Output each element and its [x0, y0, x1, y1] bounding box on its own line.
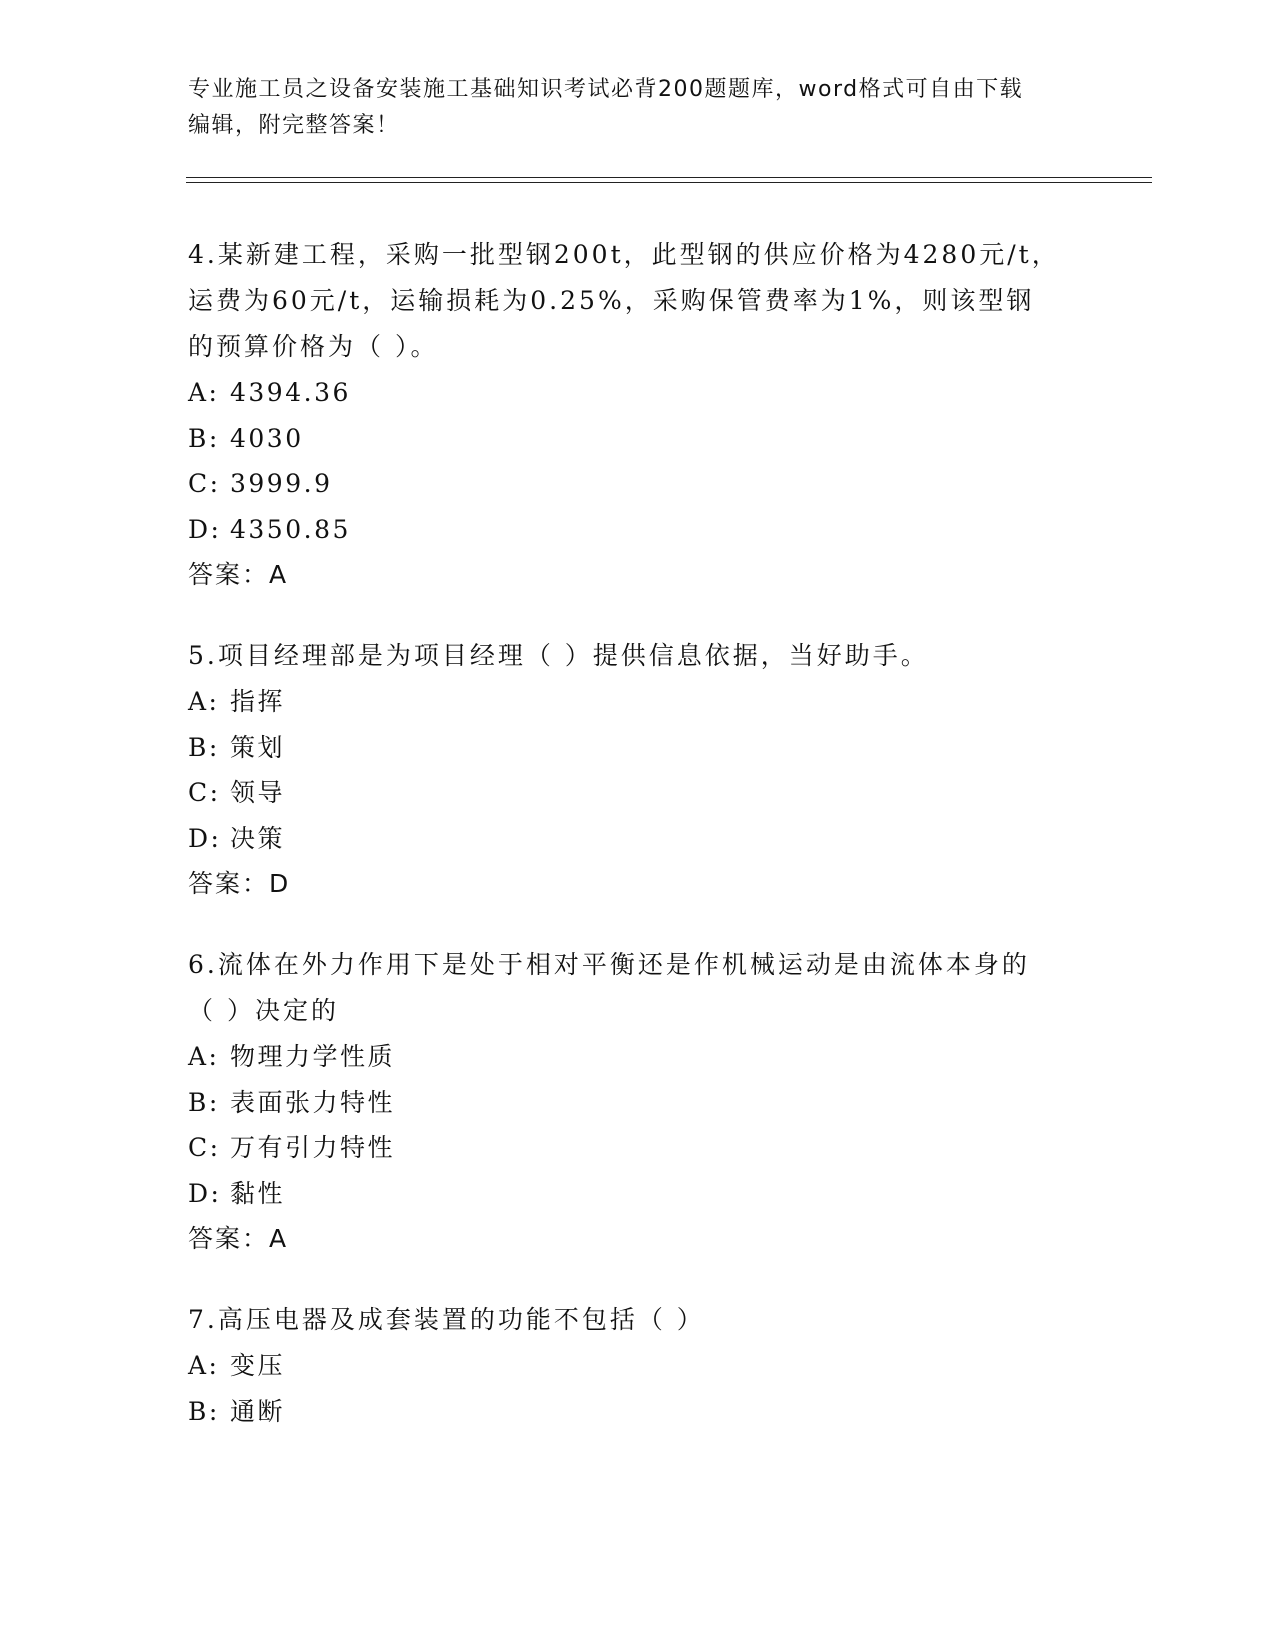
question-text-line: 的预算价格为（ ）。	[188, 332, 439, 361]
question-text-line: 7.高压电器及成套装置的功能不包括（ ）	[188, 1305, 705, 1334]
option-d	[188, 507, 1088, 553]
question-6	[188, 942, 1088, 1262]
option-letter: C:	[188, 778, 221, 807]
option-c	[188, 770, 1088, 816]
option-text: 3999.9	[230, 469, 333, 498]
question-text-line: 6.流体在外力作用下是处于相对平衡还是作机械运动是由流体本身的	[188, 950, 1030, 979]
header-divider-top	[186, 177, 1152, 178]
option-a	[188, 370, 1088, 416]
question-list	[188, 232, 1088, 1469]
option-text: 4030	[230, 423, 304, 453]
option-letter: B:	[188, 1087, 220, 1117]
option-letter: C:	[188, 1133, 221, 1162]
answer: 答案：A	[188, 1224, 289, 1253]
header-divider-bottom	[186, 182, 1152, 183]
option-text: 领导	[230, 778, 286, 807]
question-4	[188, 232, 1088, 598]
option-d	[188, 816, 1088, 862]
option-text: 指挥	[230, 687, 286, 716]
option-letter: D:	[188, 514, 222, 544]
header-title-line-2: 编辑，附完整答案！	[188, 113, 400, 138]
option-text: 4350.85	[230, 514, 351, 544]
option-letter: A:	[188, 1042, 220, 1071]
option-d	[188, 1171, 1088, 1217]
option-c	[188, 1125, 1088, 1171]
answer: 答案：A	[188, 560, 289, 589]
option-text: 4394.36	[230, 378, 351, 407]
option-letter: B:	[188, 732, 220, 762]
option-text: 变压	[230, 1351, 286, 1380]
document-header	[188, 72, 1088, 144]
option-b	[188, 1389, 1088, 1435]
question-text-line: 运费为60元/t，运输损耗为0.25%，采购保管费率为1%，则该型钢	[188, 286, 1035, 315]
question-5	[188, 633, 1088, 907]
option-a	[188, 1034, 1088, 1080]
question-text-line: （ ）决定的	[188, 996, 339, 1025]
option-b	[188, 1080, 1088, 1126]
option-text: 策划	[230, 732, 286, 762]
option-text: 表面张力特性	[230, 1087, 396, 1117]
answer: 答案：D	[188, 869, 291, 898]
option-letter: B:	[188, 1396, 220, 1426]
header-title-line-1: 专业施工员之设备安装施工基础知识考试必背200题题库，word格式可自由下载	[188, 77, 1024, 102]
option-text: 物理力学性质	[230, 1042, 396, 1071]
option-letter: D:	[188, 1178, 222, 1208]
option-a	[188, 679, 1088, 725]
option-letter: D:	[188, 823, 222, 853]
option-letter: A:	[188, 1351, 220, 1380]
option-b	[188, 416, 1088, 462]
option-letter: A:	[188, 378, 220, 407]
question-text-line: 4.某新建工程，采购一批型钢200t，此型钢的供应价格为4280元/t，	[188, 240, 1060, 269]
option-letter: C:	[188, 469, 221, 498]
option-c	[188, 461, 1088, 507]
question-7	[188, 1297, 1088, 1434]
option-letter: B:	[188, 423, 220, 453]
option-text: 万有引力特性	[230, 1133, 396, 1162]
option-text: 黏性	[230, 1178, 286, 1208]
option-text: 决策	[230, 823, 286, 853]
option-b	[188, 725, 1088, 771]
option-text: 通断	[230, 1396, 286, 1426]
question-text-line: 5.项目经理部是为项目经理（ ）提供信息依据，当好助手。	[188, 641, 929, 670]
option-letter: A:	[188, 687, 220, 716]
option-a	[188, 1343, 1088, 1389]
